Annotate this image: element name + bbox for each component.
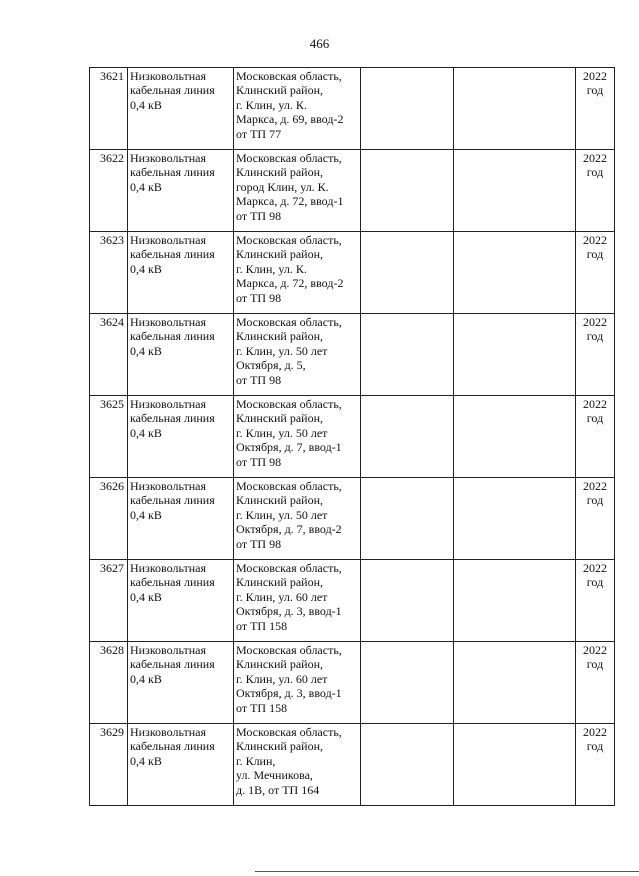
address-line: Московская область, <box>236 561 342 575</box>
name-line: 0,4 кВ <box>130 179 162 194</box>
name-line: Низковольтная <box>130 315 206 329</box>
year-line: 2022 <box>583 233 607 247</box>
year-cell <box>576 642 615 724</box>
address-line: Московская область, <box>236 151 342 165</box>
row-number-cell: 3626 <box>90 478 128 560</box>
address-line: Московская область, <box>236 397 342 411</box>
year-line: год <box>586 165 604 180</box>
row-number-cell: 3628 <box>90 642 128 724</box>
year-line: 2022 <box>583 725 607 739</box>
address-cell <box>234 232 361 314</box>
table-row <box>90 560 615 642</box>
name-line: кабельная линия <box>130 165 215 180</box>
empty-cell-1 <box>361 396 454 478</box>
address-line: Московская область, <box>236 315 342 329</box>
address-line: д. 1В, от ТП 164 <box>236 782 320 797</box>
year-line: год <box>586 247 604 262</box>
row-number-cell: 3622 <box>90 150 128 232</box>
address-cell <box>234 478 361 560</box>
year-line: год <box>586 329 604 344</box>
year-cell <box>576 478 615 560</box>
address-cell <box>234 560 361 642</box>
address-line: Клинский район, <box>236 575 324 590</box>
address-line: г. Клин, ул. 60 лет <box>236 589 328 604</box>
register-table <box>89 67 615 806</box>
empty-cell-1 <box>361 150 454 232</box>
year-cell <box>576 560 615 642</box>
name-line: кабельная линия <box>130 493 215 508</box>
address-cell <box>234 396 361 478</box>
empty-cell-2 <box>454 642 576 724</box>
name-line: кабельная линия <box>130 411 215 426</box>
name-line: Низковольтная <box>130 479 206 493</box>
empty-cell-2 <box>454 68 576 150</box>
empty-cell-1 <box>361 314 454 396</box>
address-line: от ТП 98 <box>236 208 282 223</box>
table-row <box>90 724 615 806</box>
empty-cell-2 <box>454 232 576 314</box>
row-number-cell: 3624 <box>90 314 128 396</box>
address-line: Клинский район, <box>236 657 324 672</box>
page-number: 466 <box>309 36 330 51</box>
address-line: Клинский район, <box>236 83 324 98</box>
address-line: г. Клин, ул. 50 лет <box>236 343 328 358</box>
year-cell <box>576 396 615 478</box>
address-line: Клинский район, <box>236 411 324 426</box>
row-number-cell: 3623 <box>90 232 128 314</box>
name-line: Низковольтная <box>130 233 206 247</box>
row-number-cell: 3627 <box>90 560 128 642</box>
name-line: кабельная линия <box>130 83 215 98</box>
address-line: от ТП 77 <box>236 126 282 141</box>
name-line: кабельная линия <box>130 575 215 590</box>
address-line: Маркса, д. 69, ввод-2 <box>236 112 344 127</box>
empty-cell-2 <box>454 150 576 232</box>
table-row <box>90 150 615 232</box>
address-line: г. Клин, ул. К. <box>236 261 307 276</box>
address-cell <box>234 642 361 724</box>
name-line: 0,4 кВ <box>130 425 162 440</box>
address-line: г. Клин, ул. 60 лет <box>236 671 328 686</box>
empty-cell-1 <box>361 68 454 150</box>
row-number-cell: 3625 <box>90 396 128 478</box>
address-line: от ТП 98 <box>236 290 282 305</box>
empty-cell-1 <box>361 232 454 314</box>
empty-cell-1 <box>361 724 454 806</box>
table-row <box>90 314 615 396</box>
address-line: Маркса, д. 72, ввод-2 <box>236 276 344 291</box>
address-line: Октября, д. 3, ввод-1 <box>236 604 342 619</box>
object-name-cell <box>128 560 234 642</box>
address-line: Московская область, <box>236 233 342 247</box>
address-line: Клинский район, <box>236 493 324 508</box>
object-name-cell <box>128 642 234 724</box>
year-line: год <box>586 83 604 98</box>
address-line: от ТП 98 <box>236 536 282 551</box>
address-line: Октября, д. 3, ввод-1 <box>236 686 342 701</box>
name-line: Низковольтная <box>130 643 206 657</box>
object-name-cell <box>128 314 234 396</box>
address-line: Октября, д. 5, <box>236 358 306 373</box>
address-line: Московская область, <box>236 643 342 657</box>
address-line: Клинский район, <box>236 329 324 344</box>
address-cell <box>234 724 361 806</box>
name-line: кабельная линия <box>130 329 215 344</box>
table-row <box>90 68 615 150</box>
table-row <box>90 642 615 724</box>
name-line: кабельная линия <box>130 657 215 672</box>
year-line: 2022 <box>583 643 607 657</box>
name-line: Низковольтная <box>130 561 206 575</box>
row-number-cell: 3621 <box>90 68 128 150</box>
year-line: 2022 <box>583 479 607 493</box>
table-row <box>90 396 615 478</box>
name-line: кабельная линия <box>130 247 215 262</box>
address-line: от ТП 98 <box>236 454 282 469</box>
year-line: 2022 <box>583 151 607 165</box>
address-line: Московская область, <box>236 479 342 493</box>
empty-cell-2 <box>454 724 576 806</box>
address-line: Клинский район, <box>236 739 324 754</box>
name-line: 0,4 кВ <box>130 261 162 276</box>
object-name-cell <box>128 150 234 232</box>
address-cell <box>234 150 361 232</box>
name-line: 0,4 кВ <box>130 343 162 358</box>
name-line: 0,4 кВ <box>130 97 162 112</box>
object-name-cell <box>128 478 234 560</box>
address-line: Маркса, д. 72, ввод-1 <box>236 194 344 209</box>
object-name-cell <box>128 396 234 478</box>
address-line: Клинский район, <box>236 247 324 262</box>
address-line: от ТП 98 <box>236 372 282 387</box>
name-line: кабельная линия <box>130 739 215 754</box>
address-cell <box>234 68 361 150</box>
name-line: Низковольтная <box>130 151 206 165</box>
year-cell <box>576 150 615 232</box>
name-line: 0,4 кВ <box>130 507 162 522</box>
address-line: г. Клин, ул. К. <box>236 97 307 112</box>
object-name-cell <box>128 724 234 806</box>
name-line: Низковольтная <box>130 397 206 411</box>
address-line: г. Клин, <box>236 753 276 768</box>
table-row <box>90 478 615 560</box>
year-line: 2022 <box>583 561 607 575</box>
empty-cell-2 <box>454 560 576 642</box>
address-line: г. Клин, ул. 50 лет <box>236 425 328 440</box>
address-line: от ТП 158 <box>236 618 288 633</box>
address-line: Октября, д. 7, ввод-1 <box>236 440 342 455</box>
table-body <box>90 68 615 806</box>
name-line: 0,4 кВ <box>130 671 162 686</box>
year-cell <box>576 68 615 150</box>
address-cell <box>234 314 361 396</box>
year-line: год <box>586 493 604 508</box>
object-name-cell <box>128 232 234 314</box>
year-cell <box>576 724 615 806</box>
year-line: год <box>586 657 604 672</box>
address-line: Клинский район, <box>236 165 324 180</box>
row-number-cell: 3629 <box>90 724 128 806</box>
year-cell <box>576 314 615 396</box>
year-line: год <box>586 575 604 590</box>
empty-cell-1 <box>361 642 454 724</box>
name-line: Низковольтная <box>130 69 206 83</box>
address-line: г. Клин, ул. 50 лет <box>236 507 328 522</box>
object-name-cell <box>128 68 234 150</box>
year-line: 2022 <box>583 69 607 83</box>
name-line: Низковольтная <box>130 725 206 739</box>
empty-cell-2 <box>454 314 576 396</box>
empty-cell-2 <box>454 478 576 560</box>
empty-cell-1 <box>361 478 454 560</box>
empty-cell-2 <box>454 396 576 478</box>
address-line: от ТП 158 <box>236 700 288 715</box>
address-line: Московская область, <box>236 69 342 83</box>
address-line: Октября, д. 7, ввод-2 <box>236 522 342 537</box>
year-line: год <box>586 739 604 754</box>
empty-cell-1 <box>361 560 454 642</box>
address-line: город Клин, ул. К. <box>236 179 329 194</box>
year-line: год <box>586 411 604 426</box>
name-line: 0,4 кВ <box>130 753 162 768</box>
year-line: 2022 <box>583 315 607 329</box>
year-line: 2022 <box>583 397 607 411</box>
address-line: Московская область, <box>236 725 342 739</box>
year-cell <box>576 232 615 314</box>
address-line: ул. Мечникова, <box>236 768 313 783</box>
footer-rule <box>255 871 639 872</box>
name-line: 0,4 кВ <box>130 589 162 604</box>
table-row <box>90 232 615 314</box>
